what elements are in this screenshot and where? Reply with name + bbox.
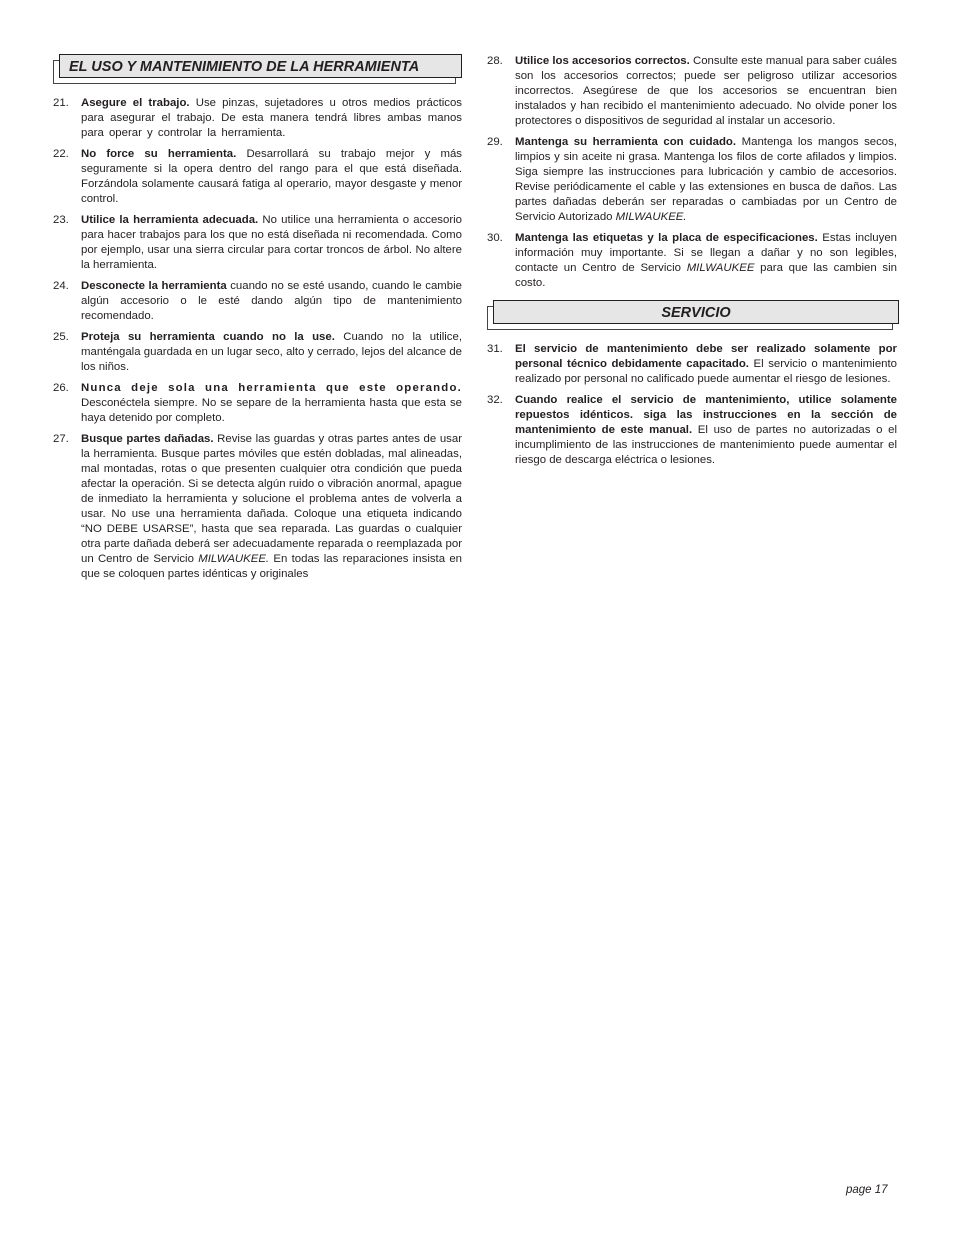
item-heading: Mantenga su herramienta con cuidado. — [515, 136, 737, 148]
item-number: 27. — [53, 433, 69, 445]
page-number: page 17 — [846, 1184, 888, 1196]
item-number: 28. — [487, 55, 503, 67]
list-item-29 — [487, 135, 897, 225]
item-heading: Busque partes dañadas. — [81, 433, 214, 445]
left-column — [53, 54, 462, 588]
item-text: Cuando no la utilice, manténgala guardada en un lugar seco, alto y cerrado, lejos del alcance de los niños. — [81, 331, 462, 373]
list-item-26 — [53, 381, 462, 426]
item-number: 30. — [487, 232, 503, 244]
item-text: Estas incluyen información muy importante. Si se llegan a dañar y no son legibles, contacte un Centro de Servicio — [515, 232, 898, 274]
item-text: Desconéctela siempre. No se separe de la herramienta hasta que esta se haya detenido por completo. — [81, 397, 462, 424]
list-item-22 — [53, 147, 462, 207]
item-text: cuando no se esté usando, cuando le cambie algún accesorio o le esté dando algún tipo de mantenimiento recomendado. — [81, 280, 462, 322]
item-number: 32. — [487, 394, 503, 406]
item-text: Consulte este manual para saber cuáles son los accesorios correctos; puede ser peligroso utilizar accesorios incorrectos. Asegúrese de que los accesorios se encuentran bien instalados y han recibido el mantenimiento adecuado. No olvide poner los protectores o dispositivos de seguridad al instalar un accesorio. — [515, 55, 897, 127]
item-heading: Nunca deje sola una herramienta que este operando. — [81, 382, 462, 394]
section-title: EL USO Y MANTENIMIENTO DE LA HERRAMIENTA — [59, 54, 462, 78]
item-number: 21. — [53, 97, 69, 109]
item-heading: El servicio de mantenimiento debe ser realizado solamente por personal técnico debidamente capacitado. — [515, 343, 897, 370]
list-item-24 — [53, 279, 462, 324]
item-heading: Utilice la herramienta adecuada. — [81, 214, 259, 226]
section-header-servicio — [487, 300, 899, 330]
brand-name: MILWAUKEE. — [198, 553, 270, 565]
item-text: El uso de partes no autorizadas o el incumplimiento de las instrucciones de mantenimiento puede aumentar el riesgo de descarga eléctrica o lesiones. — [515, 424, 897, 466]
item-text: Mantenga los mangos secos, limpios y sin aceite ni grasa. Mantenga los filos de corte afilados y limpios. Siga siempre las instrucciones para lubricación y cambio de accesorios. Revise periódicamente el cable y las extensiones en busca de daños. Las partes dañadas deberán ser reparadas o cambiadas por un Centro de Servicio Autorizado — [515, 136, 898, 223]
list-item-31 — [487, 342, 897, 387]
item-text: Desarrollará su trabajo mejor y más seguramente si la opera dentro del rango para el que está diseñada. Forzándola solamente causará fatiga al operario, mayor desgaste y menor control. — [81, 148, 462, 205]
item-text-after: para que las cambien sin costo. — [515, 262, 897, 289]
list-item-25 — [53, 330, 462, 375]
item-number: 31. — [487, 343, 503, 355]
list-item-32 — [487, 393, 897, 468]
item-text-after: En todas las reparaciones insista en que se coloquen partes idénticas y originales — [81, 553, 462, 580]
right-column — [487, 54, 897, 474]
item-heading: Asegure el trabajo. — [81, 97, 190, 109]
list-item-23 — [53, 213, 462, 273]
item-number: 23. — [53, 214, 69, 226]
list-item-30 — [487, 231, 897, 291]
item-number: 26. — [53, 382, 69, 394]
list-item-28 — [487, 54, 897, 129]
item-heading: No force su herramienta. — [81, 148, 237, 160]
list-item-27 — [53, 432, 462, 582]
section-title: SERVICIO — [493, 300, 899, 324]
item-text: Revise las guardas y otras partes antes de usar la herramienta. Busque partes móviles que estén dobladas, mal alineadas, mal montadas, rotas o que presenten cualquier otra condición que pueda afectar la operación. Si se detecta algún ruido o vibración anormal, apague de inmediato la herramienta y solucione el problema antes de volverla a usar. No use una herramienta dañada. Coloque una etiqueta indicando “NO DEBE USARSE”, hasta que sea reparada. Las guardas o cualquier otra parte dañada deberá ser adecuadamente reparada o reemplazada por un Centro de Servicio — [81, 433, 462, 565]
item-number: 29. — [487, 136, 503, 148]
item-number: 25. — [53, 331, 69, 343]
section-header-uso — [53, 54, 462, 84]
item-heading: Mantenga las etiquetas y la placa de especificaciones. — [515, 232, 818, 244]
brand-name: MILWAUKEE — [686, 262, 755, 274]
item-heading: Proteja su herramienta cuando no la use. — [81, 331, 335, 343]
item-text: Use pinzas, sujetadores u otros medios prácticos para asegurar el trabajo. De esta manera tendrá libres ambas manos para operar y controlar la herramienta. — [81, 97, 462, 139]
item-heading: Desconecte la herramienta — [81, 280, 227, 292]
item-text: El servicio o mantenimiento realizado por personal no calificado puede aumentar el riesgo de lesiones. — [515, 358, 897, 385]
brand-name: MILWAUKEE. — [615, 211, 687, 223]
item-number: 24. — [53, 280, 69, 292]
item-text: No utilice una herramienta o accesorio para hacer trabajos para los que no está diseñada ni recomendada. Como por ejemplo, usar una sierra circular para cortar troncos de árbol. No altere la herramienta. — [81, 214, 462, 271]
item-number: 22. — [53, 148, 69, 160]
list-item-21 — [53, 96, 462, 141]
item-heading: Utilice los accesorios correctos. — [515, 55, 690, 67]
item-heading: Cuando realice el servicio de mantenimiento, utilice solamente repuestos idénticos. siga las instrucciones en la sección de mantenimiento de este manual. — [515, 394, 897, 436]
